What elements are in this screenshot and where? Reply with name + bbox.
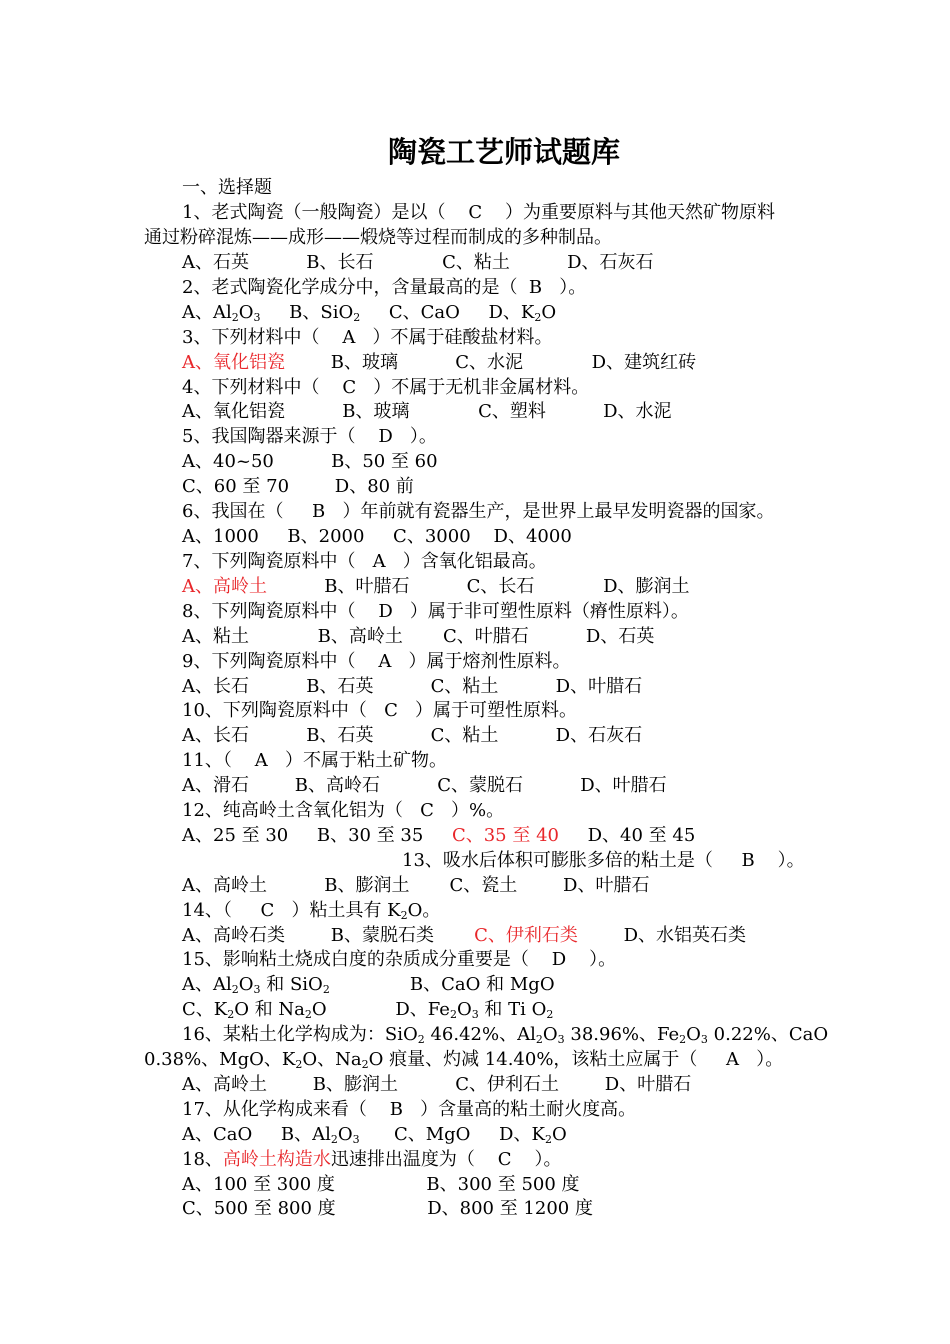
question-6: 6、我国在（ B ）年前就有瓷器生产，是世界上最早发明瓷器的国家。 bbox=[182, 501, 775, 522]
question-18: 18、高岭土构造水迅速排出温度为（ C ）。 bbox=[182, 1149, 562, 1170]
question-13: 13、吸水后体积可膨胀多倍的粘土是（ B ）。 bbox=[402, 850, 805, 871]
question-1-options: A、石英 B、长石 C、粘土 D、石灰石 bbox=[182, 252, 654, 273]
question-14-options: A、高岭石类 B、蒙脱石类 C、伊利石类 D、水铝英石类 bbox=[182, 925, 747, 946]
question-6-options: A、1000 B、2000 C、3000 D、4000 bbox=[182, 526, 572, 547]
question-4-options: A、氧化铝瓷 B、玻璃 C、塑料 D、水泥 bbox=[182, 401, 672, 422]
question-17-options: A、CaO B、$Al_2O_3$ C、MgO D、$K_2O$ bbox=[182, 1124, 567, 1146]
question-18-options-2: C、500 至 800 度 D、800 至 1200 度 bbox=[182, 1198, 593, 1219]
question-9-options: A、长石 B、石英 C、粘土 D、叶腊石 bbox=[182, 676, 643, 697]
question-1-line-2: 通过粉碎混炼——成形——煅烧等过程而制成的多种制品。 bbox=[144, 227, 612, 248]
question-4: 4、下列材料中（ C ）不属于无机非金属材料。 bbox=[182, 377, 590, 398]
question-16-options: A、高岭土 B、膨润土 C、伊利石土 D、叶腊石 bbox=[182, 1074, 692, 1095]
question-14: 14、（ C ）粘土具有 $K_2O$。 bbox=[182, 900, 441, 922]
highlighted-term: 高岭土构造水 bbox=[222, 1149, 331, 1170]
question-5-options-1: A、40~50 B、50 至 60 bbox=[182, 451, 438, 472]
question-18-options-1: A、100 至 300 度 B、300 至 500 度 bbox=[182, 1174, 580, 1195]
section-heading: 一、选择题 bbox=[182, 177, 272, 198]
question-12-options: A、25 至 30 B、30 至 35 C、35 至 40 D、40 至 45 bbox=[182, 825, 696, 846]
question-8-options: A、粘土 B、高岭土 C、叶腊石 D、石英 bbox=[182, 626, 655, 647]
page-title: 陶瓷工艺师试题库 bbox=[387, 135, 620, 169]
question-5: 5、我国陶器来源于（ D ）。 bbox=[182, 426, 437, 447]
question-2: 2、老式陶瓷化学成分中，含量最高的是（ B ）。 bbox=[182, 277, 587, 298]
question-10-options: A、长石 B、石英 C、粘土 D、石灰石 bbox=[182, 725, 643, 746]
question-7-options: A、高岭土 B、叶腊石 C、长石 D、膨润土 bbox=[182, 576, 690, 597]
question-2-options: A、$Al_2O_3$ B、SiO$_2$ C、CaO D、$K_2O$ bbox=[182, 302, 557, 324]
question-12: 12、纯高岭土含氧化铝为（ C ）%。 bbox=[182, 800, 505, 821]
highlighted-answer: C、35 至 40 bbox=[451, 825, 559, 846]
question-11-options: A、滑石 B、高岭石 C、蒙脱石 D、叶腊石 bbox=[182, 775, 667, 796]
question-5-options-2: C、60 至 70 D、80 前 bbox=[182, 476, 414, 497]
question-16-line-1: 16、某粘土化学构成为：SiO$_2$ 46.42%、$Al_2O_3$ 38.96%、$Fe_2O_3$ 0.22%、CaO bbox=[182, 1024, 829, 1046]
highlighted-answer: C、伊利石类 bbox=[474, 925, 578, 946]
question-15-options-2: C、$K_2O$ 和 $Na_2O$ D、$Fe_2O_3$ 和 Ti $O_2$ bbox=[182, 999, 554, 1021]
question-3: 3、下列材料中（ A ）不属于硅酸盐材料。 bbox=[182, 327, 553, 348]
question-17: 17、从化学构成来看（ B ）含量高的粘土耐火度高。 bbox=[182, 1099, 637, 1120]
question-15: 15、影响粘土烧成白度的杂质成分重要是（ D ）。 bbox=[182, 949, 617, 970]
question-1-line-1: 1、老式陶瓷（一般陶瓷）是以（ C ）为重要原料与其他天然矿物原料 bbox=[182, 202, 775, 223]
question-3-options: A、氧化铝瓷 B、玻璃 C、水泥 D、建筑红砖 bbox=[182, 352, 697, 373]
highlighted-answer: A、高岭土 bbox=[182, 576, 267, 597]
question-11: 11、（ A ）不属于粘土矿物。 bbox=[182, 750, 447, 771]
highlighted-answer: A、氧化铝瓷 bbox=[182, 352, 285, 373]
question-9: 9、下列陶瓷原料中（ A ）属于熔剂性原料。 bbox=[182, 651, 571, 672]
question-10: 10、下列陶瓷原料中（ C ）属于可塑性原料。 bbox=[182, 700, 578, 721]
question-8: 8、下列陶瓷原料中（ D ）属于非可塑性原料（瘠性原料）。 bbox=[182, 601, 689, 622]
question-16-line-2: 0.38%、MgO、$K_2O$、$Na_2O$ 痕量、灼减 14.40%，该粘土应属于（ A ）。 bbox=[144, 1049, 784, 1071]
question-15-options-1: A、$Al_2O_3$ 和 SiO$_2$ B、CaO 和 MgO bbox=[182, 974, 555, 996]
question-7: 7、下列陶瓷原料中（ A ）含氧化铝最高。 bbox=[182, 551, 547, 572]
question-13-options: A、高岭土 B、膨润土 C、瓷土 D、叶腊石 bbox=[182, 875, 650, 896]
